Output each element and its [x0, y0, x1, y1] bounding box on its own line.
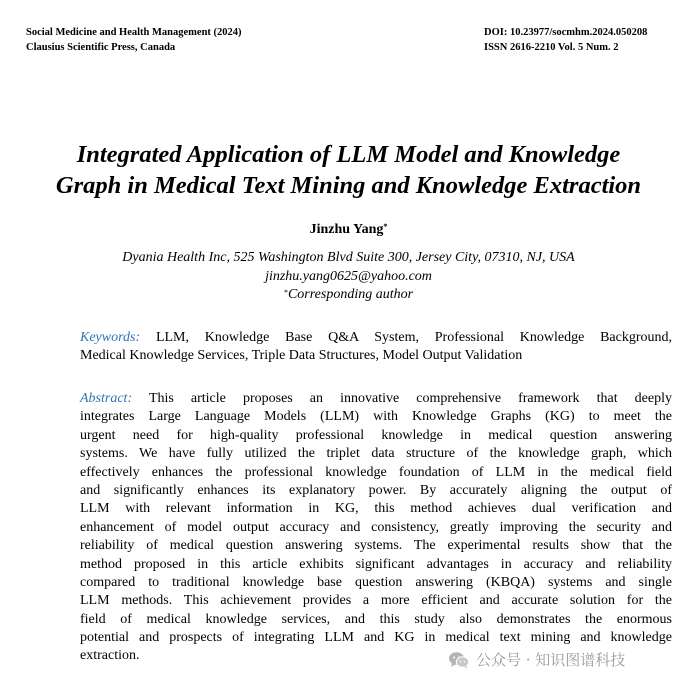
watermark — [448, 650, 625, 670]
doi-text: DOI: 10.23977/socmhm.2024.050208 — [484, 27, 648, 38]
abstract-line: enhancement of model output accuracy and consistency, greatly improving the security and — [80, 519, 672, 535]
abstract-line: urgent need for high-quality professional knowledge in medical question answering — [80, 427, 672, 443]
abstract-line: LLM with relevant information in KG, this method achieves dual verification and — [80, 501, 672, 517]
corresponding-note — [0, 286, 697, 304]
corresponding-mark: * — [283, 288, 288, 297]
keywords-line-2: Medical Knowledge Services, Triple Data Structures, Model Output Validation — [80, 348, 523, 363]
author — [0, 221, 697, 239]
keywords-label: Keywords: — [80, 330, 141, 345]
issn-text: ISSN 2616-2210 Vol. 5 Num. 2 — [484, 42, 619, 53]
abstract-line: extraction. — [80, 648, 140, 664]
abstract-line: LLM methods. This achievement provides a more efficient and accurate solution for the — [80, 593, 672, 609]
title-line-2: Graph in Medical Text Mining and Knowledge Extraction — [55, 172, 642, 199]
keywords-line-1 — [80, 329, 672, 347]
abstract-line: reliability of medical question answering systems. The experimental results show that the — [80, 538, 672, 554]
abstract-line: method proposed in this article exhibits significant advantages in accuracy and reliability — [80, 556, 672, 572]
publisher-name: Clausius Scientific Press, Canada — [26, 42, 176, 53]
title-line-1: Integrated Application of LLM Model and Knowledge — [76, 141, 621, 168]
wechat-icon — [448, 651, 470, 669]
watermark-text: 公众号 · 知识图谱科技 — [476, 651, 626, 669]
abstract-line: potential and prospects of integrating LLM and KG in medical text mining and knowledge — [80, 630, 672, 646]
abstract-line: integrates Large Language Models (LLM) with Knowledge Graphs (KG) to meet the — [80, 409, 672, 425]
author-email[interactable]: jinzhu.yang0625@yahoo.com — [265, 269, 432, 284]
journal-name: Social Medicine and Health Management (2024) — [26, 27, 242, 38]
abstract-text-first: This article proposes an innovative comprehensive framework that deeply — [148, 391, 672, 406]
journal-header — [26, 25, 242, 55]
keywords-text-1: LLM, Knowledge Base Q&A System, Professional Knowledge Background, — [155, 330, 672, 345]
affiliation-address: Dyania Health Inc, 525 Washington Blvd Suite 300, Jersey City, 07310, NJ, USA — [122, 250, 575, 265]
abstract-line: and significantly enhances its explanatory power. By accurately aligning the output of — [80, 482, 672, 498]
abstract-line: compared to traditional knowledge base question answering (KBQA) systems and single — [80, 574, 672, 590]
abstract-label: Abstract: — [80, 391, 133, 406]
abstract-line: field of medical knowledge services, and this study also demonstrates the enormous — [80, 611, 672, 627]
paper-title — [0, 139, 697, 201]
keywords-section — [80, 329, 672, 365]
corresponding-text: Corresponding author — [287, 287, 414, 302]
author-mark: * — [383, 222, 388, 231]
abstract-line: systems. We have fully utilized the triplet data structure of the knowledge graph, which — [80, 446, 672, 462]
abstract-section — [80, 390, 672, 666]
author-name: Jinzhu Yang — [309, 222, 384, 237]
abstract-line-1 — [80, 390, 672, 408]
doi-header — [484, 25, 647, 55]
abstract-line: effectively enhances the professional knowledge foundation of LLM in the medical field — [80, 464, 672, 480]
